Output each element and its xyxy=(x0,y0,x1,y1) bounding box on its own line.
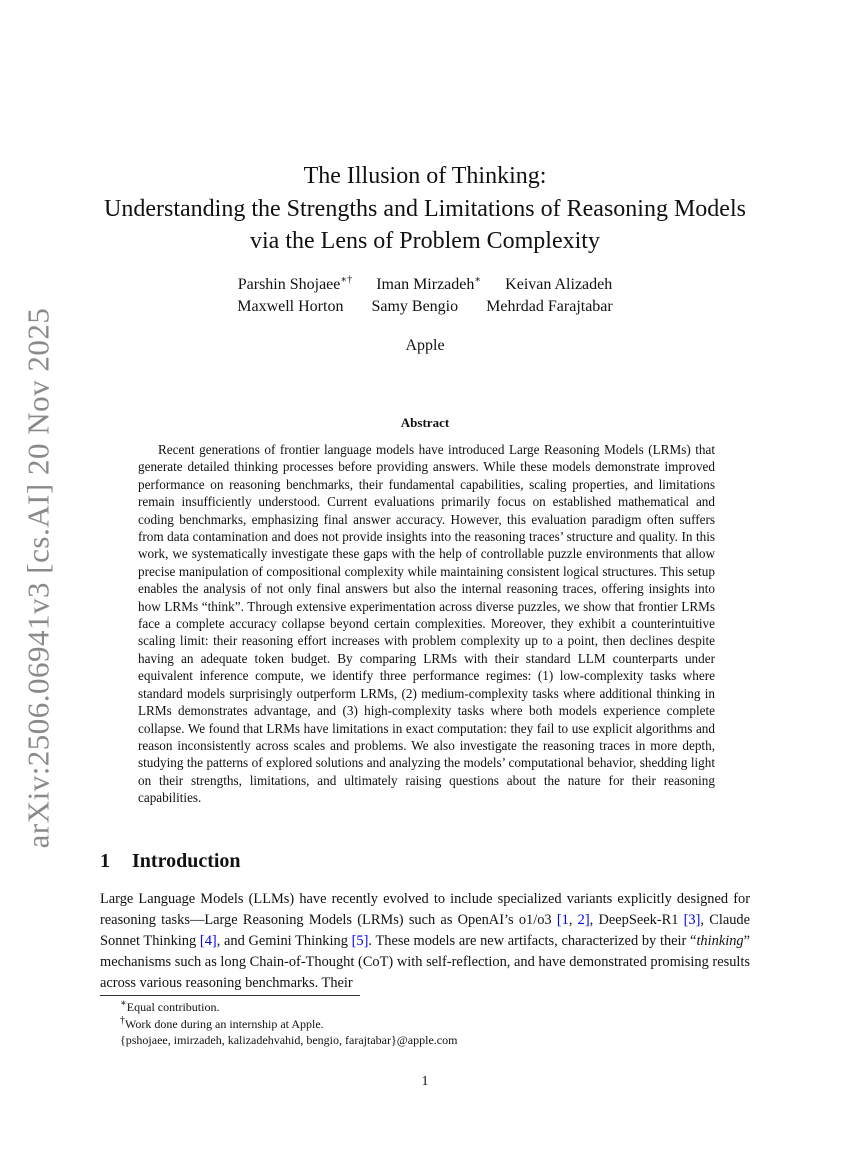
footnotes xyxy=(120,999,740,1049)
intro-paragraph: Large Language Models (LLMs) have recently evolved to include specialized variants explicitly designed for reasoning tasks—Large Reasoning Models (LRMs) such as OpenAI’s o1/o3 [1, 2], DeepSeek-R1 [3], Claude Sonnet Thinking [4], and Gemini Thinking [5]. These models are new artifacts, characterized by their “thinking” mechanisms such as long Chain-of-Thought (CoT) with self-reflection, and have demonstrated promising results across various reasoning benchmarks. Their xyxy=(100,891,750,991)
title-line-2: Understanding the Strengths and Limitations of Reasoning Models xyxy=(104,195,746,222)
author: Keivan Alizadeh xyxy=(505,276,613,293)
author-row-1 xyxy=(100,274,750,296)
abstract-heading: Abstract xyxy=(400,415,450,430)
title-line-3: via the Lens of Problem Complexity xyxy=(250,228,600,254)
citation-link[interactable]: [3] xyxy=(683,912,701,928)
arxiv-stamp xyxy=(18,307,58,848)
author-row-2 xyxy=(100,296,750,318)
author-emails: {pshojaee, imirzadeh, kalizadehvahid, bengio, farajtabar}@apple.com xyxy=(120,1033,458,1047)
paper-title xyxy=(100,160,750,258)
section-title: Introduction xyxy=(132,850,241,872)
page-number: 1 xyxy=(421,1074,429,1089)
section-number: 1 xyxy=(100,850,110,872)
citation-link[interactable]: 2] xyxy=(577,912,590,928)
arxiv-id: arXiv:2506.06941v3 [cs.AI] 20 Nov 2025 xyxy=(20,307,56,848)
author-list xyxy=(100,274,750,318)
affiliation: Apple xyxy=(405,337,445,354)
footnote-rule xyxy=(100,995,360,996)
title-line-1: The Illusion of Thinking: xyxy=(303,163,547,189)
author: Parshin Shojaee∗† xyxy=(237,274,353,293)
citation-link[interactable]: [1 xyxy=(556,912,569,928)
author: Samy Bengio xyxy=(371,298,459,315)
abstract-text: Recent generations of frontier language models have introduced Large Reasoning Models (LRMs) that generate detailed thinking processes before providing answers. While these models demonstrate improved performance on reasoning benchmarks, their fundamental capabilities, scaling properties, and limitations remain insufficiently understood. Current evaluations primarily focus on established mathematical and coding benchmarks, emphasizing final answer accuracy. However, this evaluation paradigm often suffers from data contamination and does not provide insights into the reasoning traces’ structure and quality. In this work, we systematically investigate these gaps with the help of controllable puzzle environments that allow precise manipulation of compositional complexity while maintaining consistent logical structures. This setup enables the analysis of not only final answers but also the internal reasoning traces, offering insights into how LRMs “think”. Through extensive experimentation across diverse puzzles, we show that frontier LRMs face a complete accuracy collapse beyond certain complexities. Moreover, they exhibit a counterintuitive scaling limit: their reasoning effort increases with problem complexity up to a point, then declines despite having an adequate token budget. By comparing LRMs with their standard LLM counterparts under equivalent inference compute, we identify three performance regimes: (1) low-complexity tasks where standard models surprisingly outperform LRMs, (2) medium-complexity tasks where additional thinking in LRMs demonstrates advantage, and (3) high-complexity tasks where both models experience complete collapse. We found that LRMs have limitations in exact computation: they fail to use explicit algorithms and reason inconsistently across scales and problems. We also investigate the reasoning traces in more depth, studying the patterns of explored solutions and analyzing the models’ computational behavior, shedding light on their strengths, limitations, and ultimately raising questions about the nature for their reasoning capabilities. xyxy=(138,442,715,806)
author: Iman Mirzadeh∗ xyxy=(376,274,482,293)
section-heading xyxy=(100,850,241,873)
citation-link[interactable]: [5] xyxy=(351,933,369,949)
footnote-1: ∗Equal contribution. xyxy=(120,998,220,1014)
author: Maxwell Horton xyxy=(237,298,344,315)
footnote-2: †Work done during an internship at Apple. xyxy=(120,1014,324,1031)
author: Mehrdad Farajtabar xyxy=(486,298,613,315)
citation-link[interactable]: [4] xyxy=(199,933,217,949)
